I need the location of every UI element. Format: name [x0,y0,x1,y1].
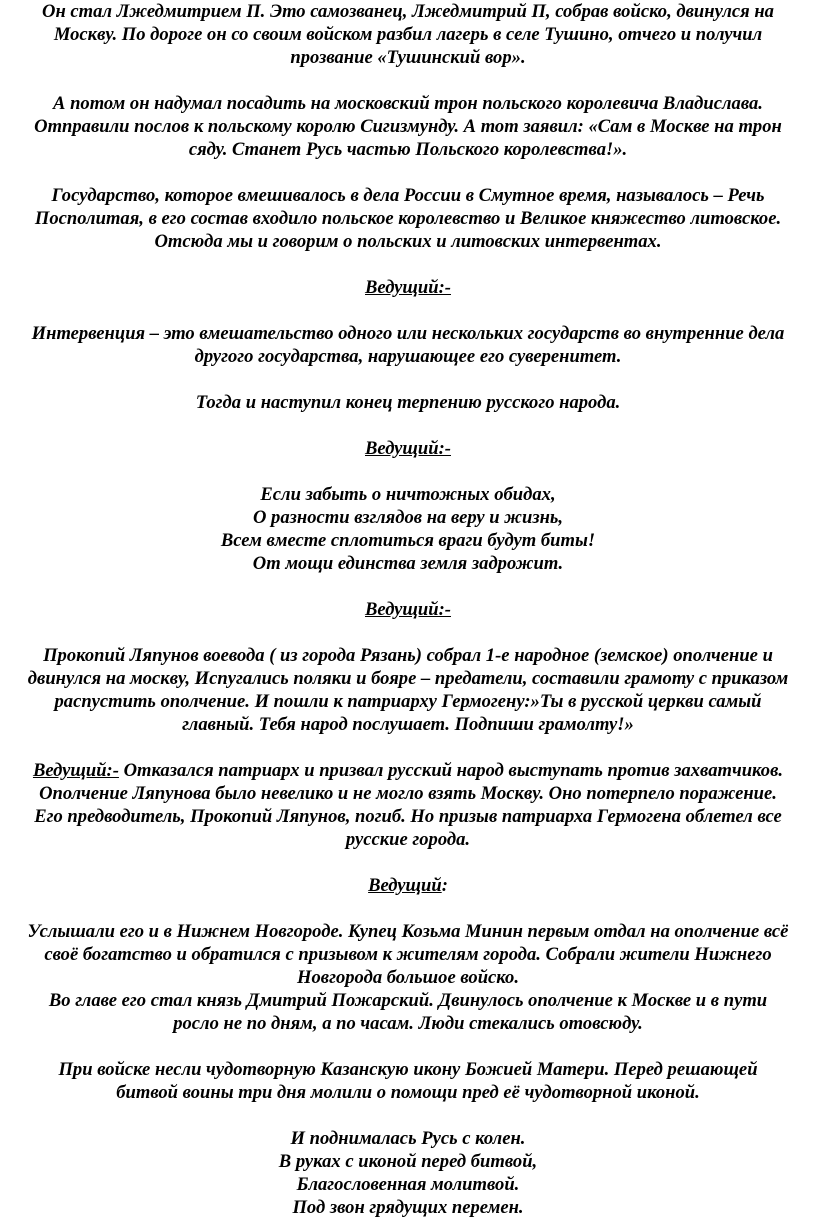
paragraph-vladislav [0,92,816,161]
text-line: распустить ополчение. И пошли к патриарху Гермогену:»Ты в русской церкви самый [54,691,762,712]
text-line: Тогда и наступил конец терпению русского народа. [195,392,621,413]
text-line: Прокопий Ляпунов воевода ( из города Рязань) собрал 1-е народное (земское) ополчение и [43,645,773,666]
host-colon: : [441,875,448,896]
poem-line: Если забыть о ничтожных обидах, [260,484,556,505]
poem-line: Под звон грядущих перемен. [292,1197,524,1218]
text-line: Он стал Лжедмитрием П. Это самозванец, Лжедмитрий П, собрав войско, двинулся на [42,1,774,22]
text-line: Во главе его стал князь Дмитрий Пожарский. Двинулось ополчение к Москве и в пути [48,990,768,1011]
poem-line: О разности взглядов на веру и жизнь, [252,507,564,528]
poem-rus [0,1127,816,1219]
host-label: Ведущий:- [365,438,451,459]
text-line [0,759,816,782]
poem-line: Благословенная молитвой. [296,1174,520,1195]
text-line: Отправили послов к польскому королю Сигизмунду. А тот заявил: «Сам в Москве на трон [34,116,782,137]
paragraph-rzeczpospolita [0,184,816,253]
text-line: Интервенция – это вмешательство одного или нескольких государств во внутренние дела [31,323,785,344]
text-line: русские города. [345,829,471,850]
host-heading [0,598,816,621]
host-heading [0,437,816,460]
host-heading [0,874,816,897]
text-line: прозвание «Тушинский вор». [290,47,526,68]
poem-unity [0,483,816,575]
text-line: А потом он надумал посадить на московский трон польского королевича Владислава. [53,93,763,114]
paragraph-patriarch [0,759,816,851]
host-label: Ведущий [368,875,442,896]
paragraph-minin [0,920,816,1035]
poem-line: И поднималась Русь с колен. [290,1128,526,1149]
host-heading [0,276,816,299]
paragraph-intervention [0,322,816,368]
paragraph-icon [0,1058,816,1104]
host-label: Ведущий:- [365,599,451,620]
poem-line: В руках с иконой перед битвой, [278,1151,538,1172]
text-line: Новгорода большое войско. [297,967,519,988]
text-run: Отказался патриарх и призвал русский народ выступать против захватчиков. [118,760,784,781]
paragraph-patience [0,391,816,414]
text-line: другого государства, нарушающее его суверенитет. [194,346,622,367]
text-line: Услышали его и в Нижнем Новгороде. Купец Козьма Минин первым отдал на ополчение всё [27,921,789,942]
paragraph-false-dmitry [0,0,816,69]
poem-line: Всем вместе сплотиться враги будут биты! [220,530,596,551]
text-line: Государство, которое вмешивалось в дела России в Смутное время, называлось – Речь [51,185,765,206]
poem-line: От мощи единства земля задрожит. [252,553,564,574]
text-line: Ополчение Ляпунова было невелико и не могло взять Москву. Оно потерпело поражение. [39,783,777,804]
text-line: битвой воины три дня молили о помощи пред её чудотворной иконой. [116,1082,700,1103]
host-label: Ведущий:- [365,277,451,298]
text-line: При войске несли чудотворную Казанскую икону Божией Матери. Перед решающей [58,1059,758,1080]
text-line: Посполитая, в его состав входило польское королевство и Великое княжество литовское. [34,208,782,229]
paragraph-lyapunov [0,644,816,736]
text-line: своё богатство и обратился с призывом к жителям города. Собрали жители Нижнего [44,944,772,965]
text-line: Отсюда мы и говорим о польских и литовских интервентах. [154,231,662,252]
text-line: росло не по дням, а по часам. Люди стекались отовсюду. [173,1013,643,1034]
text-line: Его предводитель, Прокопий Ляпунов, погиб. Но призыв патриарха Гермогена облетел все [34,806,782,827]
text-line: главный. Тебя народ послушает. Подпиши грамолту!» [182,714,634,735]
text-line: сяду. Станет Русь частью Польского королевства!». [188,139,628,160]
text-line: Москву. По дороге он со своим войском разбил лагерь в селе Тушино, отчего и получил [53,24,763,45]
text-line: двинулся на москву, Испугались поляки и бояре – предатели, составили грамоту с приказом [27,668,789,689]
host-label: Ведущий:- [32,760,119,781]
